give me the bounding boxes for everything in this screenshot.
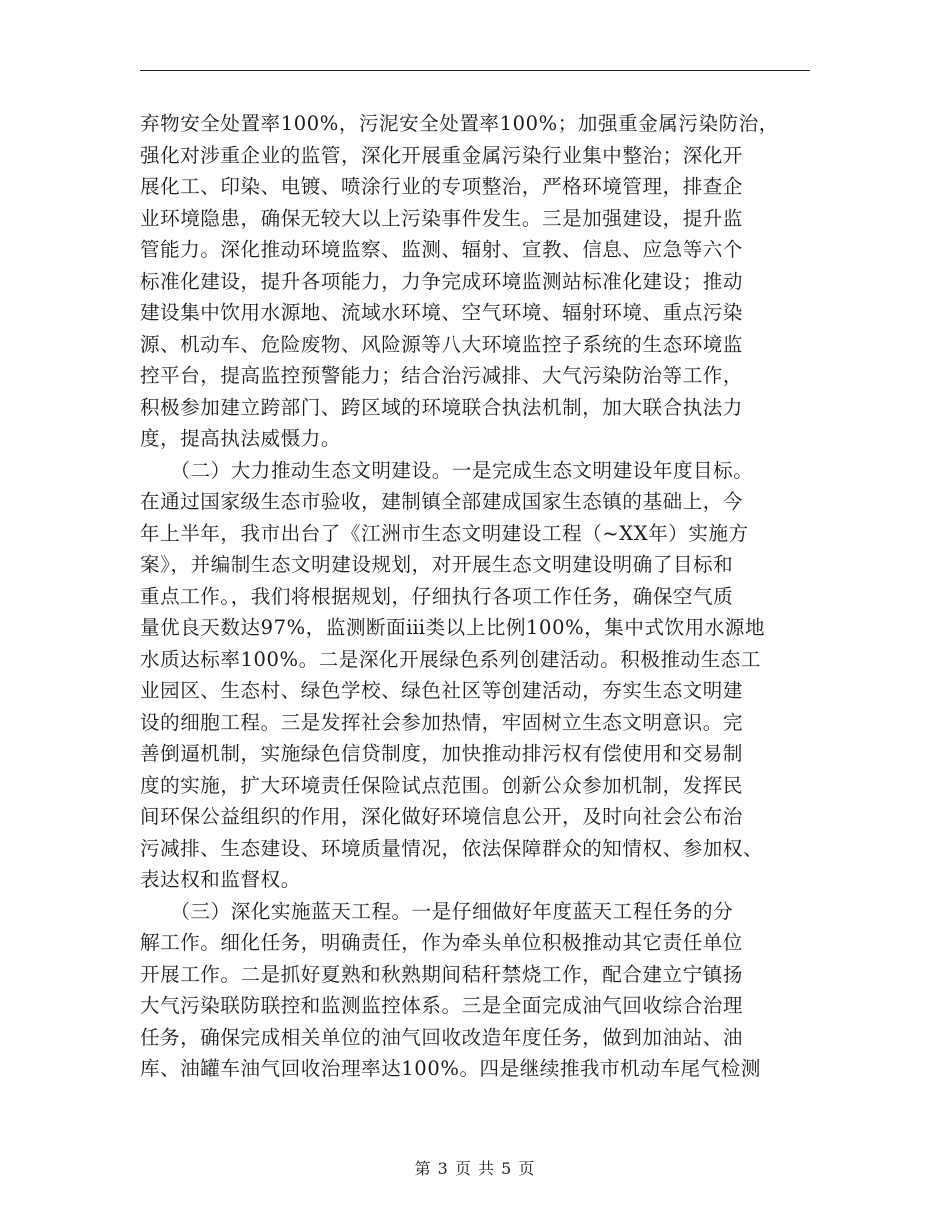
- text-line: 污减排、生态建设、环境质量情况，依法保障群众的知情权、参加权、: [140, 836, 764, 860]
- text-line: 量优良天数达97%，监测断面ⅲ类以上比例100%，集中式饮用水源地: [140, 616, 766, 639]
- text-line: 年上半年，我市出台了《江洲市生态文明建设工程（~XX年）实施方: [140, 521, 749, 545]
- text-line: 间环保公益组织的作用，深化做好环境信息公开，及时向社会公布治: [140, 805, 744, 828]
- text-line: 解工作。细化任务，明确责任，作为牵头单位积极推动其它责任单位: [140, 931, 744, 954]
- header-divider: [140, 70, 810, 71]
- text-line: 案》，并编制生态文明建设规划，对开展生态文明建设明确了目标和: [140, 553, 734, 576]
- text-line: 度，提高执法威慑力。: [140, 427, 342, 450]
- text-line: （三）深化实施蓝天工程。一是仔细做好年度蓝天工程任务的分: [140, 899, 734, 923]
- text-line: 标准化建设，提升各项能力，力争完成环境监测站标准化建设；推动: [140, 269, 744, 293]
- text-line: 控平台，提高监控预警能力；结合治污减排、大气污染防治等工作，: [140, 364, 744, 387]
- text-line: 管能力。深化推动环境监察、监测、辐射、宣教、信息、应急等六个: [140, 238, 744, 261]
- text-line: 表达权和监督权。: [140, 868, 301, 891]
- text-line: 源、机动车、危险废物、风险源等八大环境监控子系统的生态环境监: [140, 332, 744, 356]
- text-line: 水质达标率100%。二是深化开展绿色系列创建活动。积极推动生态工: [140, 647, 761, 671]
- text-line: 重点工作。，我们将根据规划，仔细执行各项工作任务，确保空气质: [140, 584, 734, 608]
- text-line: 强化对涉重企业的监管，深化开展重金属污染行业集中整治；深化开: [140, 143, 744, 167]
- text-line: 弃物安全处置率100%，污泥安全处置率100%；加强重金属污染防治，: [140, 112, 779, 135]
- text-line: 库、油罐车油气回收治理率达100%。四是继续推我市机动车尾气检测: [140, 1057, 761, 1080]
- text-line: 任务，确保完成相关单位的油气回收改造年度任务，做到加油站、油: [140, 1025, 744, 1049]
- text-line: 展化工、印染、电镀、喷涂行业的专项整治，严格环境管理，排查企: [140, 175, 744, 198]
- text-line: 设的细胞工程。三是发挥社会参加热情，牢固树立生态文明意识。完: [140, 710, 744, 734]
- text-line: 大气污染联防联控和监测监控体系。三是全面完成油气回收综合治理: [140, 994, 744, 1017]
- text-line: 善倒逼机制，实施绿色信贷制度，加快推动排污权有偿使用和交易制: [140, 742, 744, 765]
- text-line: 在通过国家级生态市验收，建制镇全部建成国家生态镇的基础上，今: [140, 490, 744, 513]
- text-line: 业园区、生态村、绿色学校、绿色社区等创建活动，夯实生态文明建: [140, 679, 744, 702]
- text-line: 建设集中饮用水源地、流域水环境、空气环境、辐射环境、重点污染: [140, 301, 744, 324]
- text-line: 开展工作。二是抓好夏熟和秋熟期间秸秆禁烧工作，配合建立宁镇扬: [140, 962, 744, 986]
- page-number-footer: 第 3 页 共 5 页: [414, 1159, 536, 1178]
- text-line: 业环境隐患，确保无较大以上污染事件发生。三是加强建设，提升监: [140, 206, 744, 230]
- text-line: （二）大力推动生态文明建设。一是完成生态文明建设年度目标。: [140, 458, 754, 482]
- text-line: 积极参加建立跨部门、跨区域的环境联合执法机制，加大联合执法力: [140, 395, 744, 419]
- text-line: 度的实施，扩大环境责任保险试点范围。创新公众参加机制，发挥民: [140, 773, 744, 797]
- document-body: [140, 108, 812, 1085]
